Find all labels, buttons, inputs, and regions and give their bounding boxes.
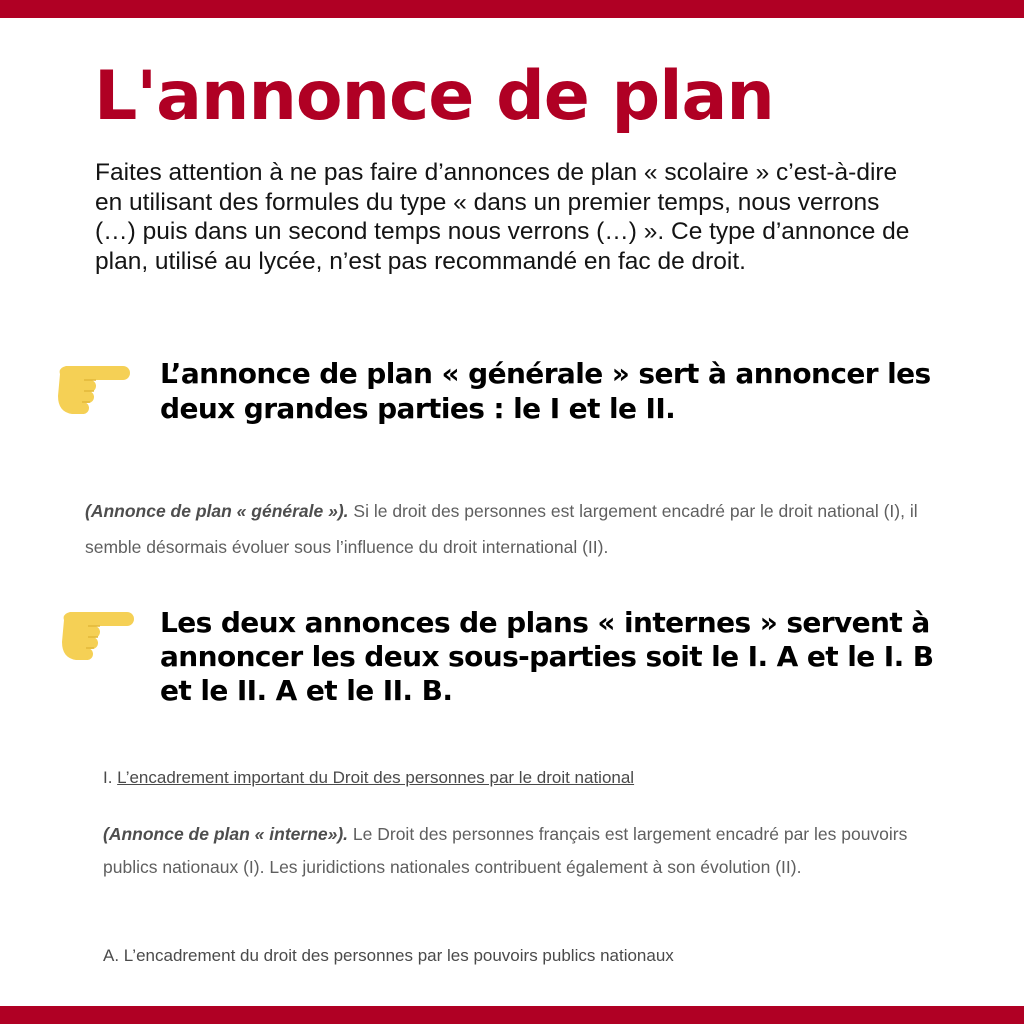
subsection-title: A. L’encadrement du droit des personnes par les pouvoirs publics nationaux xyxy=(103,946,674,965)
example-internal xyxy=(103,818,963,883)
bottom-accent-bar xyxy=(0,1006,1024,1024)
section-title-line xyxy=(103,766,634,790)
pointing-hand-icon xyxy=(54,356,134,423)
example-internal-label: (Annonce de plan « interne»). xyxy=(103,824,349,844)
intro-paragraph: Faites attention à ne pas faire d’annonces de plan « scolaire » c’est-à-dire en utilisant des formules du type « dans un premier temps, nous verrons (…) puis dans un second temps nous verrons (…) ». Ce type d’annonce de plan, utilisé au lycée, n’est pas recommandé en fac de droit. xyxy=(95,159,910,275)
example-internal-text: Le Droit des personnes français est largement encadré par les pouvoirs publics nationaux (I). Les juridictions nationales contribuent également à son évolution (II). xyxy=(103,824,908,877)
example-general-text: Si le droit des personnes est largement encadré par le droit national (I), il semble désormais évoluer sous l’influence du droit international (II). xyxy=(85,501,918,557)
point-1-heading: L’annonce de plan « générale » sert à annoncer les deux grandes parties : le I et le II. xyxy=(160,357,931,425)
section-number: I. xyxy=(103,768,118,787)
example-general-label: (Annonce de plan « générale »). xyxy=(85,501,349,521)
section-title: L’encadrement important du Droit des personnes par le droit national xyxy=(117,768,635,787)
top-accent-bar xyxy=(0,0,1024,18)
pointing-hand-icon xyxy=(58,602,138,669)
page-title: L'annonce de plan xyxy=(94,57,774,136)
point-2-heading: Les deux annonces de plans « internes » servent à annoncer les deux sous-parties soit le I. A et le I. B et le II. A et le II. B. xyxy=(160,606,934,707)
example-general xyxy=(85,493,975,565)
